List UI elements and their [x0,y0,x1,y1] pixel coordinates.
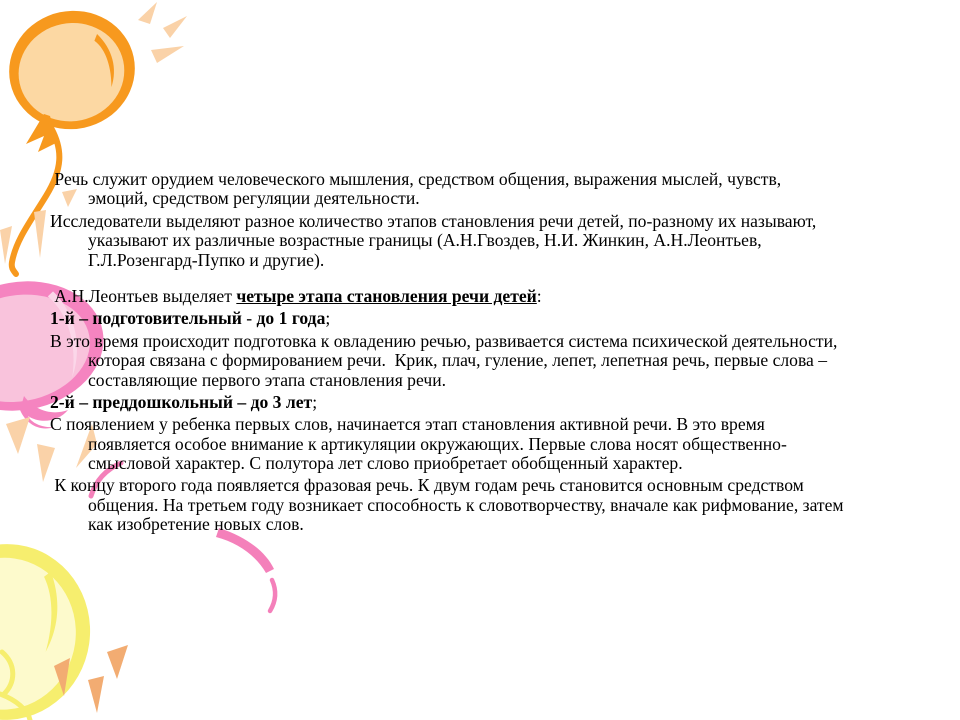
text-segment: составляющие первого этапа становления речи. [88,369,447,390]
paragraph-wrapped-line [50,496,930,515]
text-segment: указывают их различные возрастные границы (А.Н.Гвоздев, Н.И. Жинкин, А.Н.Леонтьев, [88,230,762,251]
paragraph-wrapped-line [50,515,930,534]
paragraph-first-line [50,170,930,189]
paragraph-wrapped-line [50,371,930,390]
text-segment: четыре этапа становления речи детей [236,285,537,306]
paragraph-first-line [50,287,930,306]
paragraph [50,287,930,306]
text-segment: эмоций, средством регуляции деятельности. [88,188,420,209]
paragraph-wrapped-line [50,251,930,270]
paragraph-first-line [50,476,930,495]
text-segment: 1-й – подготовительный [50,308,242,329]
paragraph [50,415,930,473]
paragraph-first-line [50,393,930,412]
text-segment: : [536,285,542,306]
text-segment: К концу второго года появляется фразовая речь. К двум годам речь становится основным средством [50,475,804,496]
text-segment: Г.Л.Розенгард-Пупко и другие). [88,249,325,270]
paragraph [50,170,930,209]
text-segment: до 1 года [256,308,326,329]
paragraph [50,476,930,534]
text-segment: как изобретение новых слов. [88,514,304,535]
text-segment: смысловой характер. С полутора лет слово приобретает обобщенный характер. [88,453,683,474]
text-segment: появляется особое внимание к артикуляции окружающих. Первые слова носят общественно- [88,433,787,454]
paragraph-wrapped-line [50,351,930,370]
paragraph [50,212,930,270]
text-segment: ; [325,308,331,329]
balloon-body [0,548,86,719]
paragraph-wrapped-line [50,435,930,454]
paragraph-first-line [50,212,930,231]
text-segment: В это время происходит подготовка к овладению речью, развивается система психической деятельности, [50,330,838,351]
sparkle-icon [138,2,187,63]
paragraph-wrapped-line [50,231,930,250]
paragraph-wrapped-line [50,454,930,473]
text-segment: С появлением у ребенка первых слов, начинается этап становления активной речи. В это время [50,414,765,435]
paragraph [50,332,930,390]
text-segment: Речь служит орудием человеческого мышления, средством общения, выражения мыслей, чувств, [50,169,782,189]
text-segment: 2-й – преддошкольный – до 3 лет [50,391,313,412]
paragraph-first-line [50,332,930,351]
yellow-balloon [0,533,101,720]
text-segment: которая связана с формированием речи. Крик, плач, гуление, лепет, лепетная речь, первые слова – [88,350,828,371]
text-segment: Исследователи выделяют разное количество этапов становления речи детей, по-разному их называют, [50,210,817,231]
text-segment: ; [312,391,318,412]
paragraph [50,393,930,412]
paragraph [50,309,930,328]
text-segment: А.Н.Леонтьев выделяет [50,285,237,306]
text-segment: - [241,308,257,329]
paragraph-first-line [50,415,930,434]
text-segment: общения. На третьем году возникает способность к словотворчеству, вначале как рифмование, затем [88,494,844,515]
paragraph-first-line [50,309,930,328]
slide-text [50,170,930,538]
paragraph-wrapped-line [50,189,930,208]
